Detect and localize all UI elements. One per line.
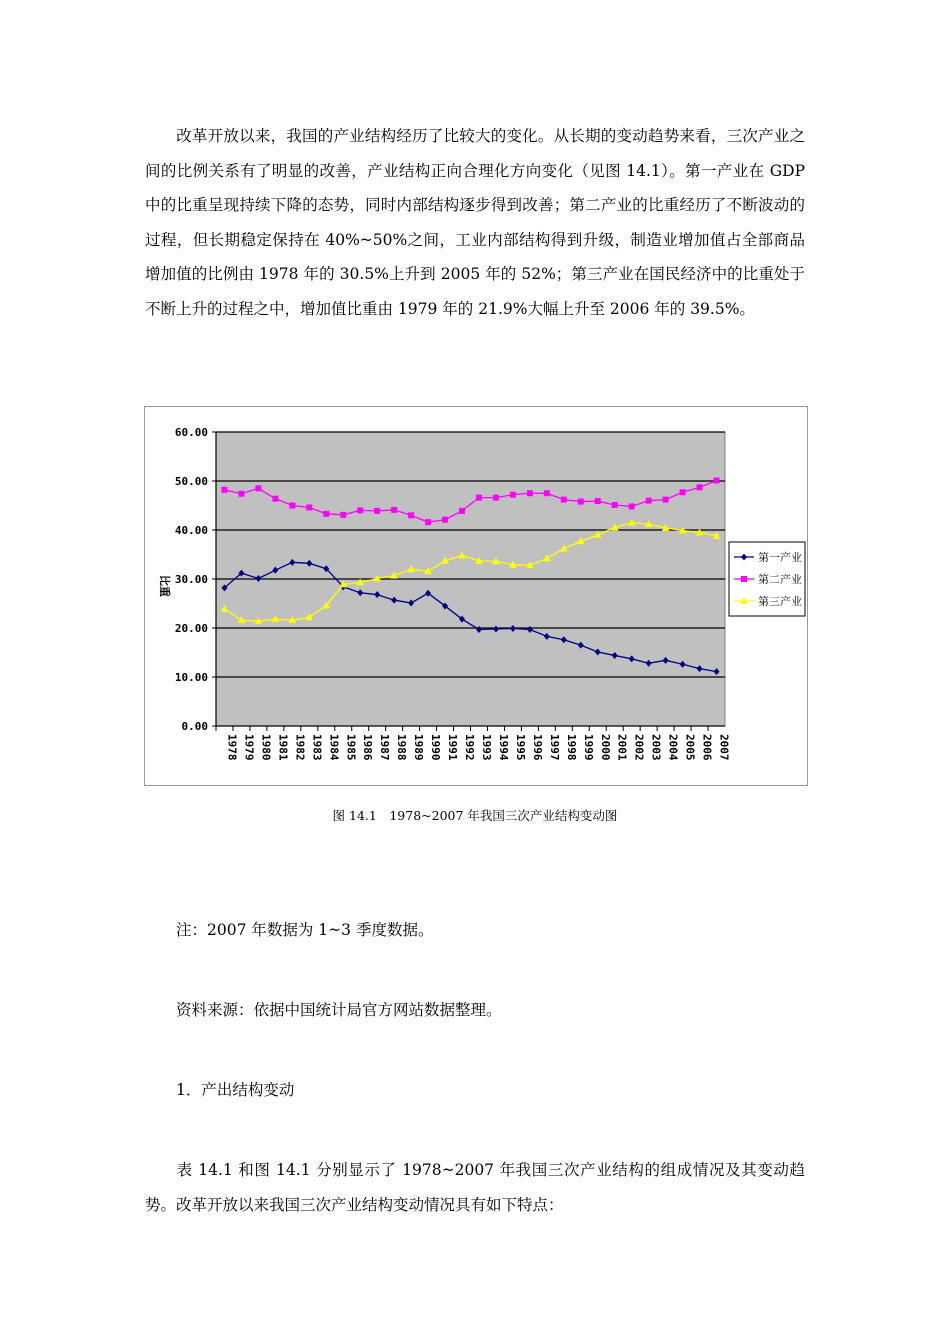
data-point: [306, 504, 312, 510]
data-point: [357, 507, 363, 513]
y-tick-label: 20.00: [174, 622, 208, 635]
x-tick-label: 2001: [615, 734, 629, 761]
data-point: [629, 503, 635, 509]
data-point: [510, 492, 516, 498]
data-point: [238, 491, 244, 497]
y-tick-label: 50.00: [174, 475, 208, 488]
section-heading: 1．产出结构变动: [176, 1081, 295, 1099]
y-axis-label: 比重: [158, 575, 171, 597]
data-point: [374, 508, 380, 514]
data-point: [697, 484, 703, 490]
x-tick-label: 1980: [259, 734, 273, 761]
x-tick-label: 1988: [395, 734, 409, 761]
x-tick-label: 2007: [717, 734, 731, 761]
x-tick-label: 2003: [649, 734, 663, 761]
data-point: [323, 511, 329, 517]
data-point: [459, 508, 465, 514]
y-tick-label: 30.00: [174, 573, 208, 586]
data-point: [646, 498, 652, 504]
y-tick-label: 0.00: [181, 720, 208, 733]
x-tick-label: 1983: [310, 734, 324, 761]
x-tick-label: 1982: [293, 734, 307, 761]
x-axis-ticks: [216, 726, 731, 761]
chart-svg: [145, 407, 807, 785]
legend-label: 第三产业: [758, 595, 802, 608]
data-point: [272, 496, 278, 502]
data-point: [741, 576, 747, 582]
x-tick-label: 1999: [581, 734, 595, 761]
legend-label: 第一产业: [758, 551, 802, 564]
x-tick-label: 1992: [463, 734, 477, 761]
data-point: [612, 502, 618, 508]
x-tick-label: 1994: [496, 734, 510, 761]
y-axis-ticks: [175, 426, 216, 733]
data-point: [527, 490, 533, 496]
data-point: [442, 517, 448, 523]
data-point: [493, 495, 499, 501]
y-tick-label: 10.00: [174, 671, 208, 684]
x-tick-label: 1978: [225, 734, 239, 761]
data-point: [425, 519, 431, 525]
x-tick-label: 2004: [666, 734, 680, 761]
x-tick-label: 2005: [683, 734, 697, 761]
y-tick-label: 60.00: [174, 426, 208, 439]
data-point: [391, 507, 397, 513]
data-source: 资料来源：依据中国统计局官方网站数据整理。: [176, 1001, 502, 1019]
x-tick-label: 1985: [344, 734, 358, 761]
figure-caption: 图 14.1 1978~2007 年我国三次产业结构变动图: [332, 808, 618, 823]
x-tick-label: 2002: [632, 734, 646, 761]
x-tick-label: 1984: [327, 734, 341, 761]
data-point: [544, 490, 550, 496]
data-point: [289, 503, 295, 509]
data-point: [408, 512, 414, 518]
data-note: 注：2007 年数据为 1~3 季度数据。: [176, 921, 434, 939]
industry-structure-chart: [144, 406, 808, 786]
x-tick-label: 1987: [378, 734, 392, 761]
y-tick-label: 40.00: [174, 524, 208, 537]
data-point: [255, 485, 261, 491]
intro-paragraph-text: 改革开放以来，我国的产业结构经历了比较大的变化。从长期的变动趋势来看，三次产业之间的比例关系有了明显的改善，产业结构正向合理化方向变化（见图 14.1）。第一产业在 GDP 中的比重呈现持续下降的态势，同时内部结构逐步得到改善；第二产业的比重经历了不断波动的过程，但长期稳定保持在 40%~50%之间，工业内部结构得到升级，制造业增加值占全部商品增加值的比例由 1978 年的 30.5%上升到 2005 年的 52%；第三产业在国民经济中的比重处于不断上升的过程之中，增加值比重由 1979 年的 21.9%大幅上升至 2006 年的 39.5%。: [145, 127, 805, 318]
x-tick-label: 1989: [412, 734, 426, 761]
x-tick-label: 1997: [547, 734, 561, 761]
x-tick-label: 1990: [429, 734, 443, 761]
body-paragraph-text: 表 14.1 和图 14.1 分别显示了 1978~2007 年我国三次产业结构的组成情况及其变动趋势。改革开放以来我国三次产业结构变动情况具有如下特点：: [145, 1161, 805, 1214]
data-point: [595, 498, 601, 504]
data-point: [221, 487, 227, 493]
data-point: [680, 489, 686, 495]
data-point: [663, 497, 669, 503]
x-tick-label: 1979: [242, 734, 256, 761]
intro-paragraph: [145, 119, 805, 326]
body-paragraph: [145, 1153, 805, 1222]
data-point: [340, 512, 346, 518]
x-tick-label: 1995: [513, 734, 527, 761]
x-tick-label: 1981: [276, 734, 290, 761]
data-point: [476, 495, 482, 501]
data-point: [714, 478, 720, 484]
x-tick-label: 2000: [598, 734, 612, 761]
x-tick-label: 1991: [446, 734, 460, 761]
x-tick-label: 1993: [479, 734, 493, 761]
x-tick-label: 1986: [361, 734, 375, 761]
x-tick-label: 1998: [564, 734, 578, 761]
x-tick-label: 2006: [700, 734, 714, 761]
legend: [729, 542, 805, 616]
x-tick-label: 1996: [530, 734, 544, 761]
legend-label: 第二产业: [758, 573, 802, 586]
data-point: [578, 499, 584, 505]
data-point: [561, 497, 567, 503]
